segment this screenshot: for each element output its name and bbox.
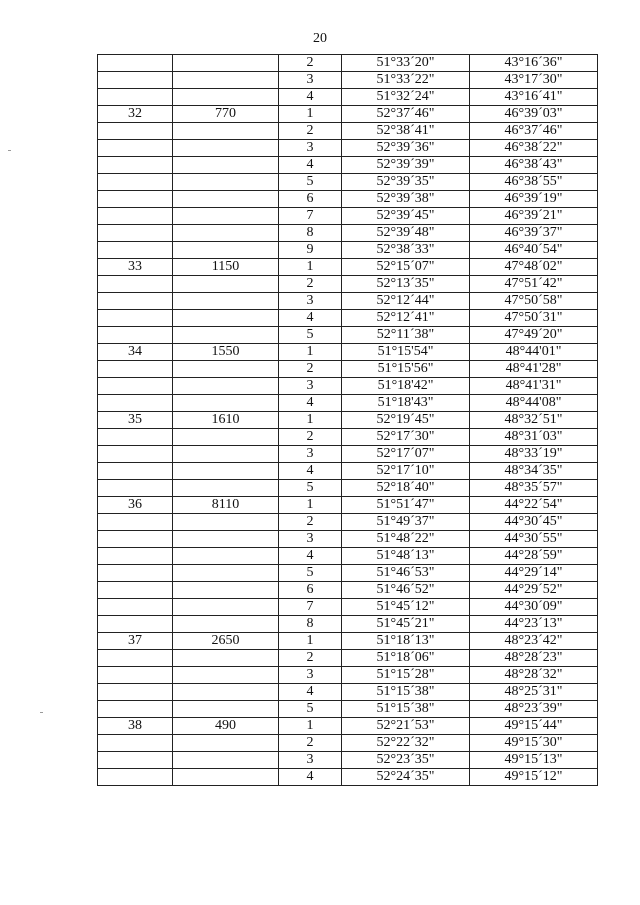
point-number-cell: 7 (279, 208, 342, 225)
site-number-cell (98, 225, 173, 242)
table-row (98, 633, 598, 650)
longitude-cell: 47°49´20" (470, 327, 598, 344)
site-number-cell (98, 361, 173, 378)
point-number-cell: 1 (279, 633, 342, 650)
latitude-cell: 52°39´35" (342, 174, 470, 191)
latitude-cell: 52°38´41" (342, 123, 470, 140)
latitude-cell: 52°15´07" (342, 259, 470, 276)
site-area-cell (173, 667, 279, 684)
site-number-cell (98, 514, 173, 531)
longitude-cell: 48°41'31" (470, 378, 598, 395)
longitude-cell: 44°30´09" (470, 599, 598, 616)
latitude-cell: 52°12´41" (342, 310, 470, 327)
point-number-cell: 3 (279, 378, 342, 395)
longitude-cell: 46°38´43" (470, 157, 598, 174)
point-number-cell: 9 (279, 242, 342, 259)
site-area-cell (173, 225, 279, 242)
longitude-cell: 46°39´21" (470, 208, 598, 225)
site-number-cell: 35 (98, 412, 173, 429)
latitude-cell: 52°12´44" (342, 293, 470, 310)
site-number-cell (98, 72, 173, 89)
scan-mark (40, 712, 43, 713)
site-number-cell (98, 531, 173, 548)
point-number-cell: 8 (279, 225, 342, 242)
point-number-cell: 3 (279, 752, 342, 769)
latitude-cell: 52°21´53" (342, 718, 470, 735)
point-number-cell: 3 (279, 140, 342, 157)
longitude-cell: 48°41'28" (470, 361, 598, 378)
longitude-cell: 49°15´13" (470, 752, 598, 769)
site-number-cell (98, 55, 173, 72)
point-number-cell: 3 (279, 293, 342, 310)
site-number-cell (98, 769, 173, 786)
site-area-cell (173, 650, 279, 667)
site-number-cell (98, 463, 173, 480)
point-number-cell: 5 (279, 565, 342, 582)
table-row (98, 701, 598, 718)
table-row (98, 514, 598, 531)
site-area-cell (173, 242, 279, 259)
latitude-cell: 52°17´07" (342, 446, 470, 463)
point-number-cell: 2 (279, 650, 342, 667)
latitude-cell: 52°38´33" (342, 242, 470, 259)
point-number-cell: 6 (279, 582, 342, 599)
longitude-cell: 49°15´30" (470, 735, 598, 752)
point-number-cell: 2 (279, 361, 342, 378)
longitude-cell: 48°35´57" (470, 480, 598, 497)
point-number-cell: 1 (279, 497, 342, 514)
site-area-cell (173, 191, 279, 208)
site-area-cell (173, 701, 279, 718)
longitude-cell: 43°17´30" (470, 72, 598, 89)
site-area-cell (173, 514, 279, 531)
table-row (98, 650, 598, 667)
table-row (98, 735, 598, 752)
site-number-cell: 33 (98, 259, 173, 276)
point-number-cell: 1 (279, 259, 342, 276)
longitude-cell: 43°16´41" (470, 89, 598, 106)
table-row (98, 174, 598, 191)
site-number-cell (98, 701, 173, 718)
latitude-cell: 52°13´35" (342, 276, 470, 293)
point-number-cell: 2 (279, 429, 342, 446)
longitude-cell: 43°16´36" (470, 55, 598, 72)
point-number-cell: 5 (279, 480, 342, 497)
site-area-cell (173, 72, 279, 89)
latitude-cell: 52°17´30" (342, 429, 470, 446)
longitude-cell: 46°37´46" (470, 123, 598, 140)
latitude-cell: 51°33´22" (342, 72, 470, 89)
latitude-cell: 52°22´32" (342, 735, 470, 752)
latitude-cell: 51°15'54" (342, 344, 470, 361)
longitude-cell: 48°25´31" (470, 684, 598, 701)
point-number-cell: 5 (279, 701, 342, 718)
longitude-cell: 46°38´55" (470, 174, 598, 191)
latitude-cell: 51°15´38" (342, 701, 470, 718)
site-number-cell (98, 378, 173, 395)
latitude-cell: 52°19´45" (342, 412, 470, 429)
longitude-cell: 47°48´02" (470, 259, 598, 276)
site-number-cell (98, 310, 173, 327)
table-row (98, 565, 598, 582)
table-row (98, 327, 598, 344)
latitude-cell: 51°48´13" (342, 548, 470, 565)
latitude-cell: 52°37´46" (342, 106, 470, 123)
site-area-cell: 770 (173, 106, 279, 123)
site-area-cell (173, 293, 279, 310)
latitude-cell: 52°39´36" (342, 140, 470, 157)
longitude-cell: 48°23´42" (470, 633, 598, 650)
site-area-cell (173, 89, 279, 106)
table-row (98, 531, 598, 548)
table-row (98, 191, 598, 208)
table-row (98, 599, 598, 616)
site-area-cell (173, 327, 279, 344)
latitude-cell: 52°18´40" (342, 480, 470, 497)
longitude-cell: 48°28´32" (470, 667, 598, 684)
latitude-cell: 52°24´35" (342, 769, 470, 786)
site-number-cell: 34 (98, 344, 173, 361)
table-row (98, 412, 598, 429)
latitude-cell: 51°18'42" (342, 378, 470, 395)
table-row (98, 616, 598, 633)
table-row (98, 446, 598, 463)
latitude-cell: 51°51´47" (342, 497, 470, 514)
longitude-cell: 46°39´03" (470, 106, 598, 123)
coordinates-table (97, 54, 598, 786)
site-number-cell: 37 (98, 633, 173, 650)
table-row (98, 429, 598, 446)
latitude-cell: 51°15´38" (342, 684, 470, 701)
longitude-cell: 48°34´35" (470, 463, 598, 480)
point-number-cell: 7 (279, 599, 342, 616)
site-area-cell: 1550 (173, 344, 279, 361)
table-row (98, 718, 598, 735)
table-row (98, 684, 598, 701)
site-area-cell (173, 548, 279, 565)
site-number-cell (98, 191, 173, 208)
longitude-cell: 46°40´54" (470, 242, 598, 259)
latitude-cell: 52°11´38" (342, 327, 470, 344)
point-number-cell: 6 (279, 191, 342, 208)
site-area-cell (173, 429, 279, 446)
longitude-cell: 44°29´14" (470, 565, 598, 582)
site-number-cell (98, 735, 173, 752)
point-number-cell: 5 (279, 174, 342, 191)
latitude-cell: 51°45´21" (342, 616, 470, 633)
site-area-cell (173, 616, 279, 633)
site-number-cell (98, 446, 173, 463)
site-area-cell: 2650 (173, 633, 279, 650)
point-number-cell: 1 (279, 718, 342, 735)
table-row (98, 344, 598, 361)
site-area-cell (173, 140, 279, 157)
point-number-cell: 4 (279, 395, 342, 412)
point-number-cell: 3 (279, 667, 342, 684)
longitude-cell: 47°51´42" (470, 276, 598, 293)
longitude-cell: 48°32´51" (470, 412, 598, 429)
site-area-cell (173, 310, 279, 327)
site-area-cell (173, 684, 279, 701)
page-number: 20 (313, 31, 327, 46)
site-area-cell (173, 395, 279, 412)
site-area-cell (173, 769, 279, 786)
site-number-cell: 38 (98, 718, 173, 735)
site-number-cell (98, 565, 173, 582)
latitude-cell: 51°15'56" (342, 361, 470, 378)
table-row (98, 480, 598, 497)
table-row (98, 106, 598, 123)
site-area-cell (173, 361, 279, 378)
site-number-cell (98, 650, 173, 667)
table-row (98, 55, 598, 72)
site-number-cell (98, 548, 173, 565)
site-number-cell (98, 276, 173, 293)
table-row (98, 276, 598, 293)
site-number-cell (98, 327, 173, 344)
site-area-cell (173, 55, 279, 72)
site-area-cell (173, 531, 279, 548)
longitude-cell: 48°33´19" (470, 446, 598, 463)
point-number-cell: 4 (279, 463, 342, 480)
table-row (98, 157, 598, 174)
point-number-cell: 4 (279, 548, 342, 565)
coordinates-table-body (98, 55, 598, 786)
site-number-cell (98, 667, 173, 684)
site-area-cell (173, 157, 279, 174)
longitude-cell: 44°23´13" (470, 616, 598, 633)
site-number-cell (98, 293, 173, 310)
longitude-cell: 48°44'08" (470, 395, 598, 412)
point-number-cell: 4 (279, 769, 342, 786)
site-number-cell (98, 140, 173, 157)
latitude-cell: 51°33´20" (342, 55, 470, 72)
point-number-cell: 3 (279, 72, 342, 89)
table-row (98, 667, 598, 684)
latitude-cell: 51°18'43" (342, 395, 470, 412)
site-area-cell (173, 599, 279, 616)
table-row (98, 242, 598, 259)
site-number-cell (98, 123, 173, 140)
site-area-cell (173, 276, 279, 293)
table-row (98, 769, 598, 786)
point-number-cell: 4 (279, 89, 342, 106)
site-number-cell: 32 (98, 106, 173, 123)
point-number-cell: 5 (279, 327, 342, 344)
site-number-cell (98, 684, 173, 701)
site-area-cell (173, 752, 279, 769)
site-area-cell: 8110 (173, 497, 279, 514)
longitude-cell: 49°15´12" (470, 769, 598, 786)
site-number-cell (98, 429, 173, 446)
table-row (98, 378, 598, 395)
longitude-cell: 47°50´31" (470, 310, 598, 327)
point-number-cell: 2 (279, 735, 342, 752)
site-area-cell: 1610 (173, 412, 279, 429)
table-row (98, 208, 598, 225)
longitude-cell: 48°23´39" (470, 701, 598, 718)
table-row (98, 548, 598, 565)
table-row (98, 89, 598, 106)
latitude-cell: 51°45´12" (342, 599, 470, 616)
table-row (98, 293, 598, 310)
longitude-cell: 46°39´19" (470, 191, 598, 208)
latitude-cell: 51°46´53" (342, 565, 470, 582)
site-area-cell: 490 (173, 718, 279, 735)
point-number-cell: 3 (279, 531, 342, 548)
latitude-cell: 52°39´45" (342, 208, 470, 225)
longitude-cell: 49°15´44" (470, 718, 598, 735)
latitude-cell: 51°18´06" (342, 650, 470, 667)
site-number-cell (98, 582, 173, 599)
latitude-cell: 51°48´22" (342, 531, 470, 548)
longitude-cell: 47°50´58" (470, 293, 598, 310)
latitude-cell: 52°39´48" (342, 225, 470, 242)
site-area-cell (173, 208, 279, 225)
longitude-cell: 46°39´37" (470, 225, 598, 242)
longitude-cell: 44°28´59" (470, 548, 598, 565)
latitude-cell: 52°39´38" (342, 191, 470, 208)
longitude-cell: 44°30´55" (470, 531, 598, 548)
table-row (98, 752, 598, 769)
latitude-cell: 51°46´52" (342, 582, 470, 599)
latitude-cell: 52°39´39" (342, 157, 470, 174)
site-number-cell (98, 752, 173, 769)
point-number-cell: 2 (279, 276, 342, 293)
point-number-cell: 2 (279, 55, 342, 72)
longitude-cell: 44°30´45" (470, 514, 598, 531)
point-number-cell: 4 (279, 310, 342, 327)
site-area-cell (173, 565, 279, 582)
point-number-cell: 2 (279, 514, 342, 531)
point-number-cell: 1 (279, 106, 342, 123)
point-number-cell: 1 (279, 412, 342, 429)
site-number-cell (98, 89, 173, 106)
site-number-cell (98, 395, 173, 412)
site-area-cell (173, 446, 279, 463)
scan-mark (8, 150, 11, 151)
site-area-cell (173, 480, 279, 497)
point-number-cell: 4 (279, 157, 342, 174)
table-row (98, 463, 598, 480)
site-number-cell: 36 (98, 497, 173, 514)
table-row (98, 225, 598, 242)
latitude-cell: 51°15´28" (342, 667, 470, 684)
table-row (98, 582, 598, 599)
point-number-cell: 3 (279, 446, 342, 463)
site-number-cell (98, 480, 173, 497)
longitude-cell: 48°31´03" (470, 429, 598, 446)
table-row (98, 395, 598, 412)
table-row (98, 72, 598, 89)
table-row (98, 140, 598, 157)
longitude-cell: 48°28´23" (470, 650, 598, 667)
table-row (98, 259, 598, 276)
point-number-cell: 8 (279, 616, 342, 633)
longitude-cell: 48°44'01" (470, 344, 598, 361)
longitude-cell: 44°22´54" (470, 497, 598, 514)
table-row (98, 361, 598, 378)
site-area-cell (173, 582, 279, 599)
site-area-cell: 1150 (173, 259, 279, 276)
table-row (98, 310, 598, 327)
site-area-cell (173, 174, 279, 191)
site-area-cell (173, 378, 279, 395)
site-number-cell (98, 157, 173, 174)
site-area-cell (173, 735, 279, 752)
latitude-cell: 51°18´13" (342, 633, 470, 650)
site-number-cell (98, 599, 173, 616)
site-area-cell (173, 463, 279, 480)
point-number-cell: 2 (279, 123, 342, 140)
latitude-cell: 52°17´10" (342, 463, 470, 480)
table-row (98, 123, 598, 140)
site-number-cell (98, 242, 173, 259)
site-number-cell (98, 208, 173, 225)
longitude-cell: 44°29´52" (470, 582, 598, 599)
table-row (98, 497, 598, 514)
longitude-cell: 46°38´22" (470, 140, 598, 157)
point-number-cell: 1 (279, 344, 342, 361)
site-area-cell (173, 123, 279, 140)
site-number-cell (98, 174, 173, 191)
latitude-cell: 52°23´35" (342, 752, 470, 769)
site-number-cell (98, 616, 173, 633)
point-number-cell: 4 (279, 684, 342, 701)
latitude-cell: 51°49´37" (342, 514, 470, 531)
latitude-cell: 51°32´24" (342, 89, 470, 106)
